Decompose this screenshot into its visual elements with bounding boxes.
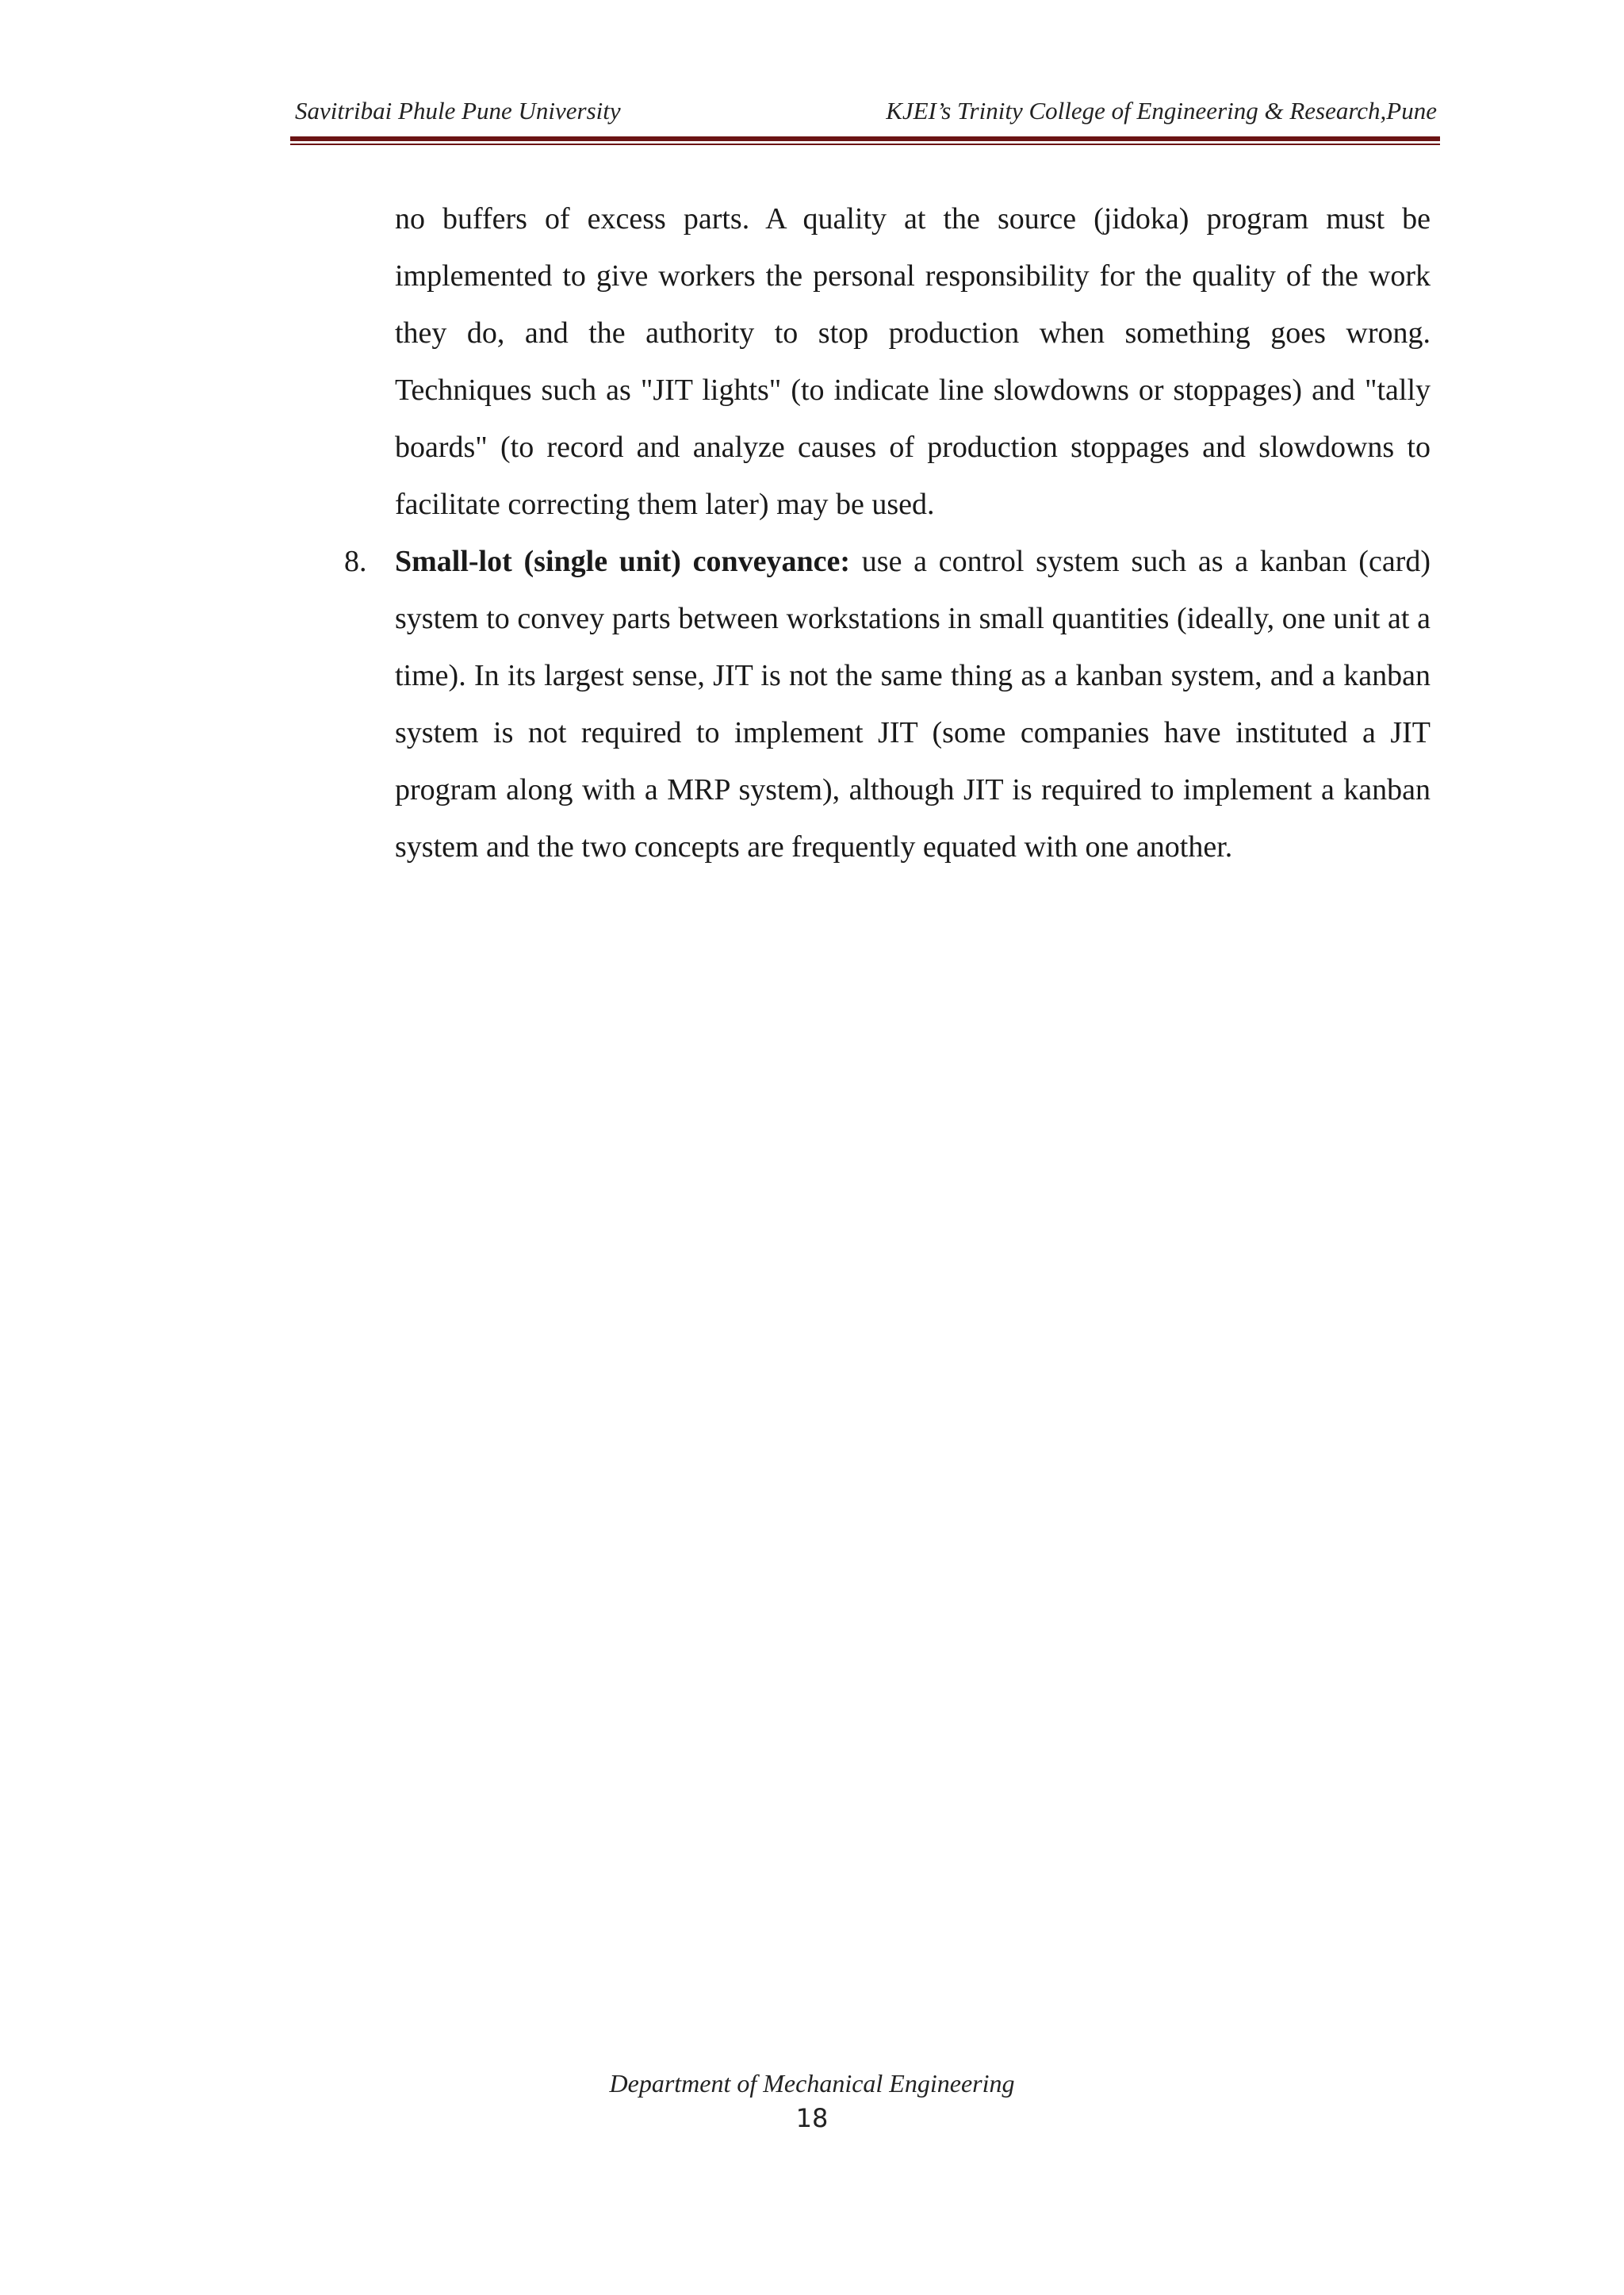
page-footer — [0, 2066, 1624, 2136]
list-number: 8. — [344, 545, 367, 578]
page-body — [344, 190, 1431, 875]
list-item-lead: Small-lot (single unit) conveyance: — [395, 545, 851, 578]
list-item-8 — [344, 533, 1431, 875]
header-rule-thick — [290, 136, 1440, 141]
header-university: Savitribai Phule Pune University — [295, 97, 621, 125]
header-college: KJEI’s Trinity College of Engineering & Research,Pune — [886, 97, 1437, 125]
page-number: 18 — [795, 2103, 829, 2133]
list-item-text: use a control system such as a kanban (card) system to convey parts between workstations in small quantities (ideally, one unit at a time). In its largest sense, JIT is not the same thing as a kanban system, and a kanban system is not required to implement JIT (some companies have instituted a JIT program along with a MRP system), although JIT is required to implement a kanban system and the two concepts are frequently equated with one another. — [395, 545, 1431, 864]
list-item-paragraph — [395, 533, 1431, 875]
page-header — [295, 95, 1437, 127]
footer-department: Department of Mechanical Engineering — [609, 2069, 1015, 2098]
header-rule-thin — [290, 144, 1440, 145]
continuation-paragraph: no buffers of excess parts. A quality at the source (jidoka) program must be implemented to give workers the personal responsibility for the quality of the work they do, and the authority to stop production when something goes wrong. Techniques such as "JIT lights" (to indicate line slowdowns or stoppages) and "tally boards" (to record and analyze causes of production stoppages and slowdowns to facilitate correcting them later) may be used. — [395, 202, 1431, 521]
